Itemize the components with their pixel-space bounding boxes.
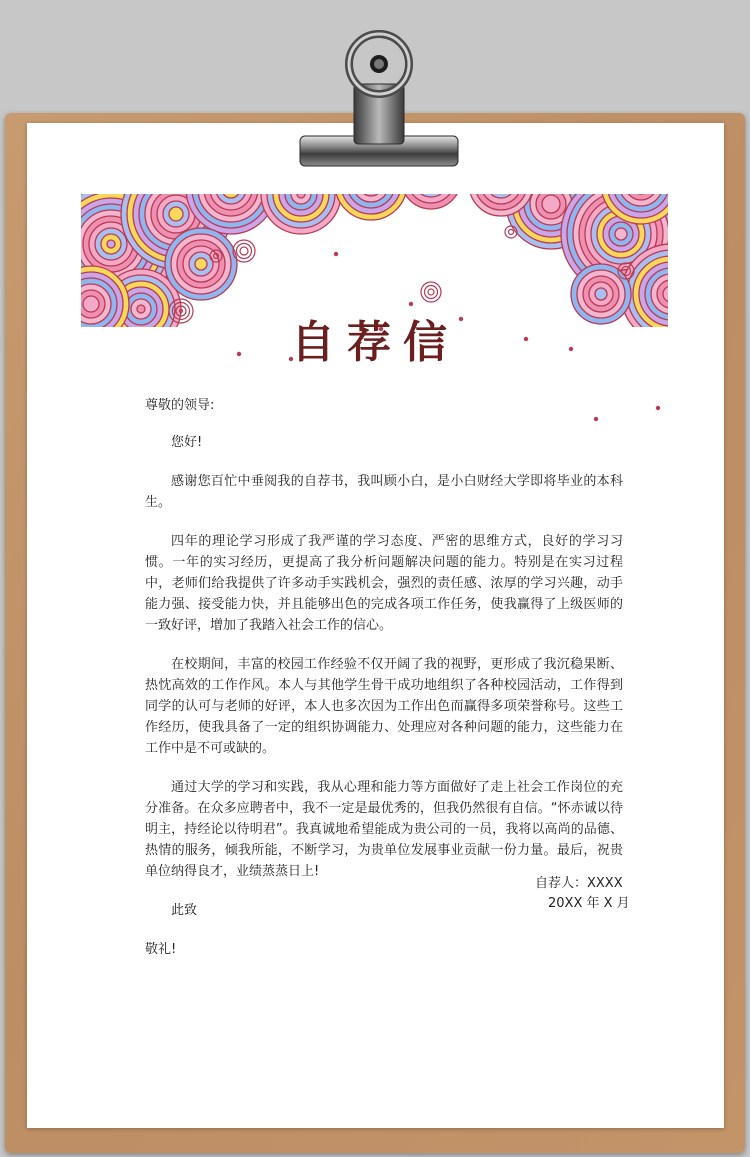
small-swirl-ring xyxy=(421,282,441,302)
small-swirl-ring xyxy=(233,240,255,262)
swirl-circle xyxy=(335,194,407,220)
swirl-circle xyxy=(401,194,461,209)
paragraph-campus: 在校期间，丰富的校园工作经验不仅开阔了我的视野，更形成了我沉稳果断、热忱高效的工作作风。本人与其他学生骨干成功地组织了各种校园活动，工作得到同学的认可与老师的好评，本人也多次因为工作出色而赢得多项荣誉称号。这些工作经历，使我具备了一定的组织协调能力、处理应对各种问题的能力，这些能力在工作中是不可或缺的。 xyxy=(145,657,623,756)
paragraph-conclusion: 通过大学的学习和实践，我从心理和能力等方面做好了走上社会工作岗位的充分准备。在众多应聘者中，我不一定是最优秀的，但我仍然很有自信。“怀赤诚以待明主，持经论以待明君”。我真诚地希望能成为贵公司的一员，我将以高尚的品德、热情的服务，倾我所能，不断学习，为贵单位发展事业贡献一份力量。最后，祝贵单位纳得良才，业绩蒸蒸日上! xyxy=(145,780,623,879)
regards: 敬礼! xyxy=(145,942,177,957)
letter-title: 自荐信 xyxy=(291,317,459,368)
signer: 自荐人：XXXX xyxy=(535,876,623,891)
salutation: 尊敬的领导: xyxy=(145,398,215,413)
binder-clip-icon xyxy=(296,24,462,172)
swirl-circle xyxy=(165,228,237,300)
paragraph-study: 四年的理论学习形成了我严谨的学习态度、严密的思维方式，良好的学习习惯。一年的实习经历，更提高了我分析问题解决问题的能力。特别是在实习过程中，老师们给我提供了许多动手实践机会，强烈的责任感、浓厚的学习兴趣，动手能力强、接受能力快，并且能够出色的完成各项工作任务，使我赢得了上级医师的一致好评，增加了我踏入社会工作的信心。 xyxy=(145,534,623,633)
greeting: 您好! xyxy=(171,435,203,450)
date: 20XX 年 X 月 xyxy=(548,896,630,911)
paragraph-intro: 感谢您百忙中垂阅我的自荐书，我叫顾小白，是小白财经大学即将毕业的本科生。 xyxy=(145,474,623,510)
decor-dot xyxy=(656,406,660,410)
swirl-circle xyxy=(261,194,341,234)
decor-dot xyxy=(334,252,338,256)
closing: 此致 xyxy=(171,903,198,918)
